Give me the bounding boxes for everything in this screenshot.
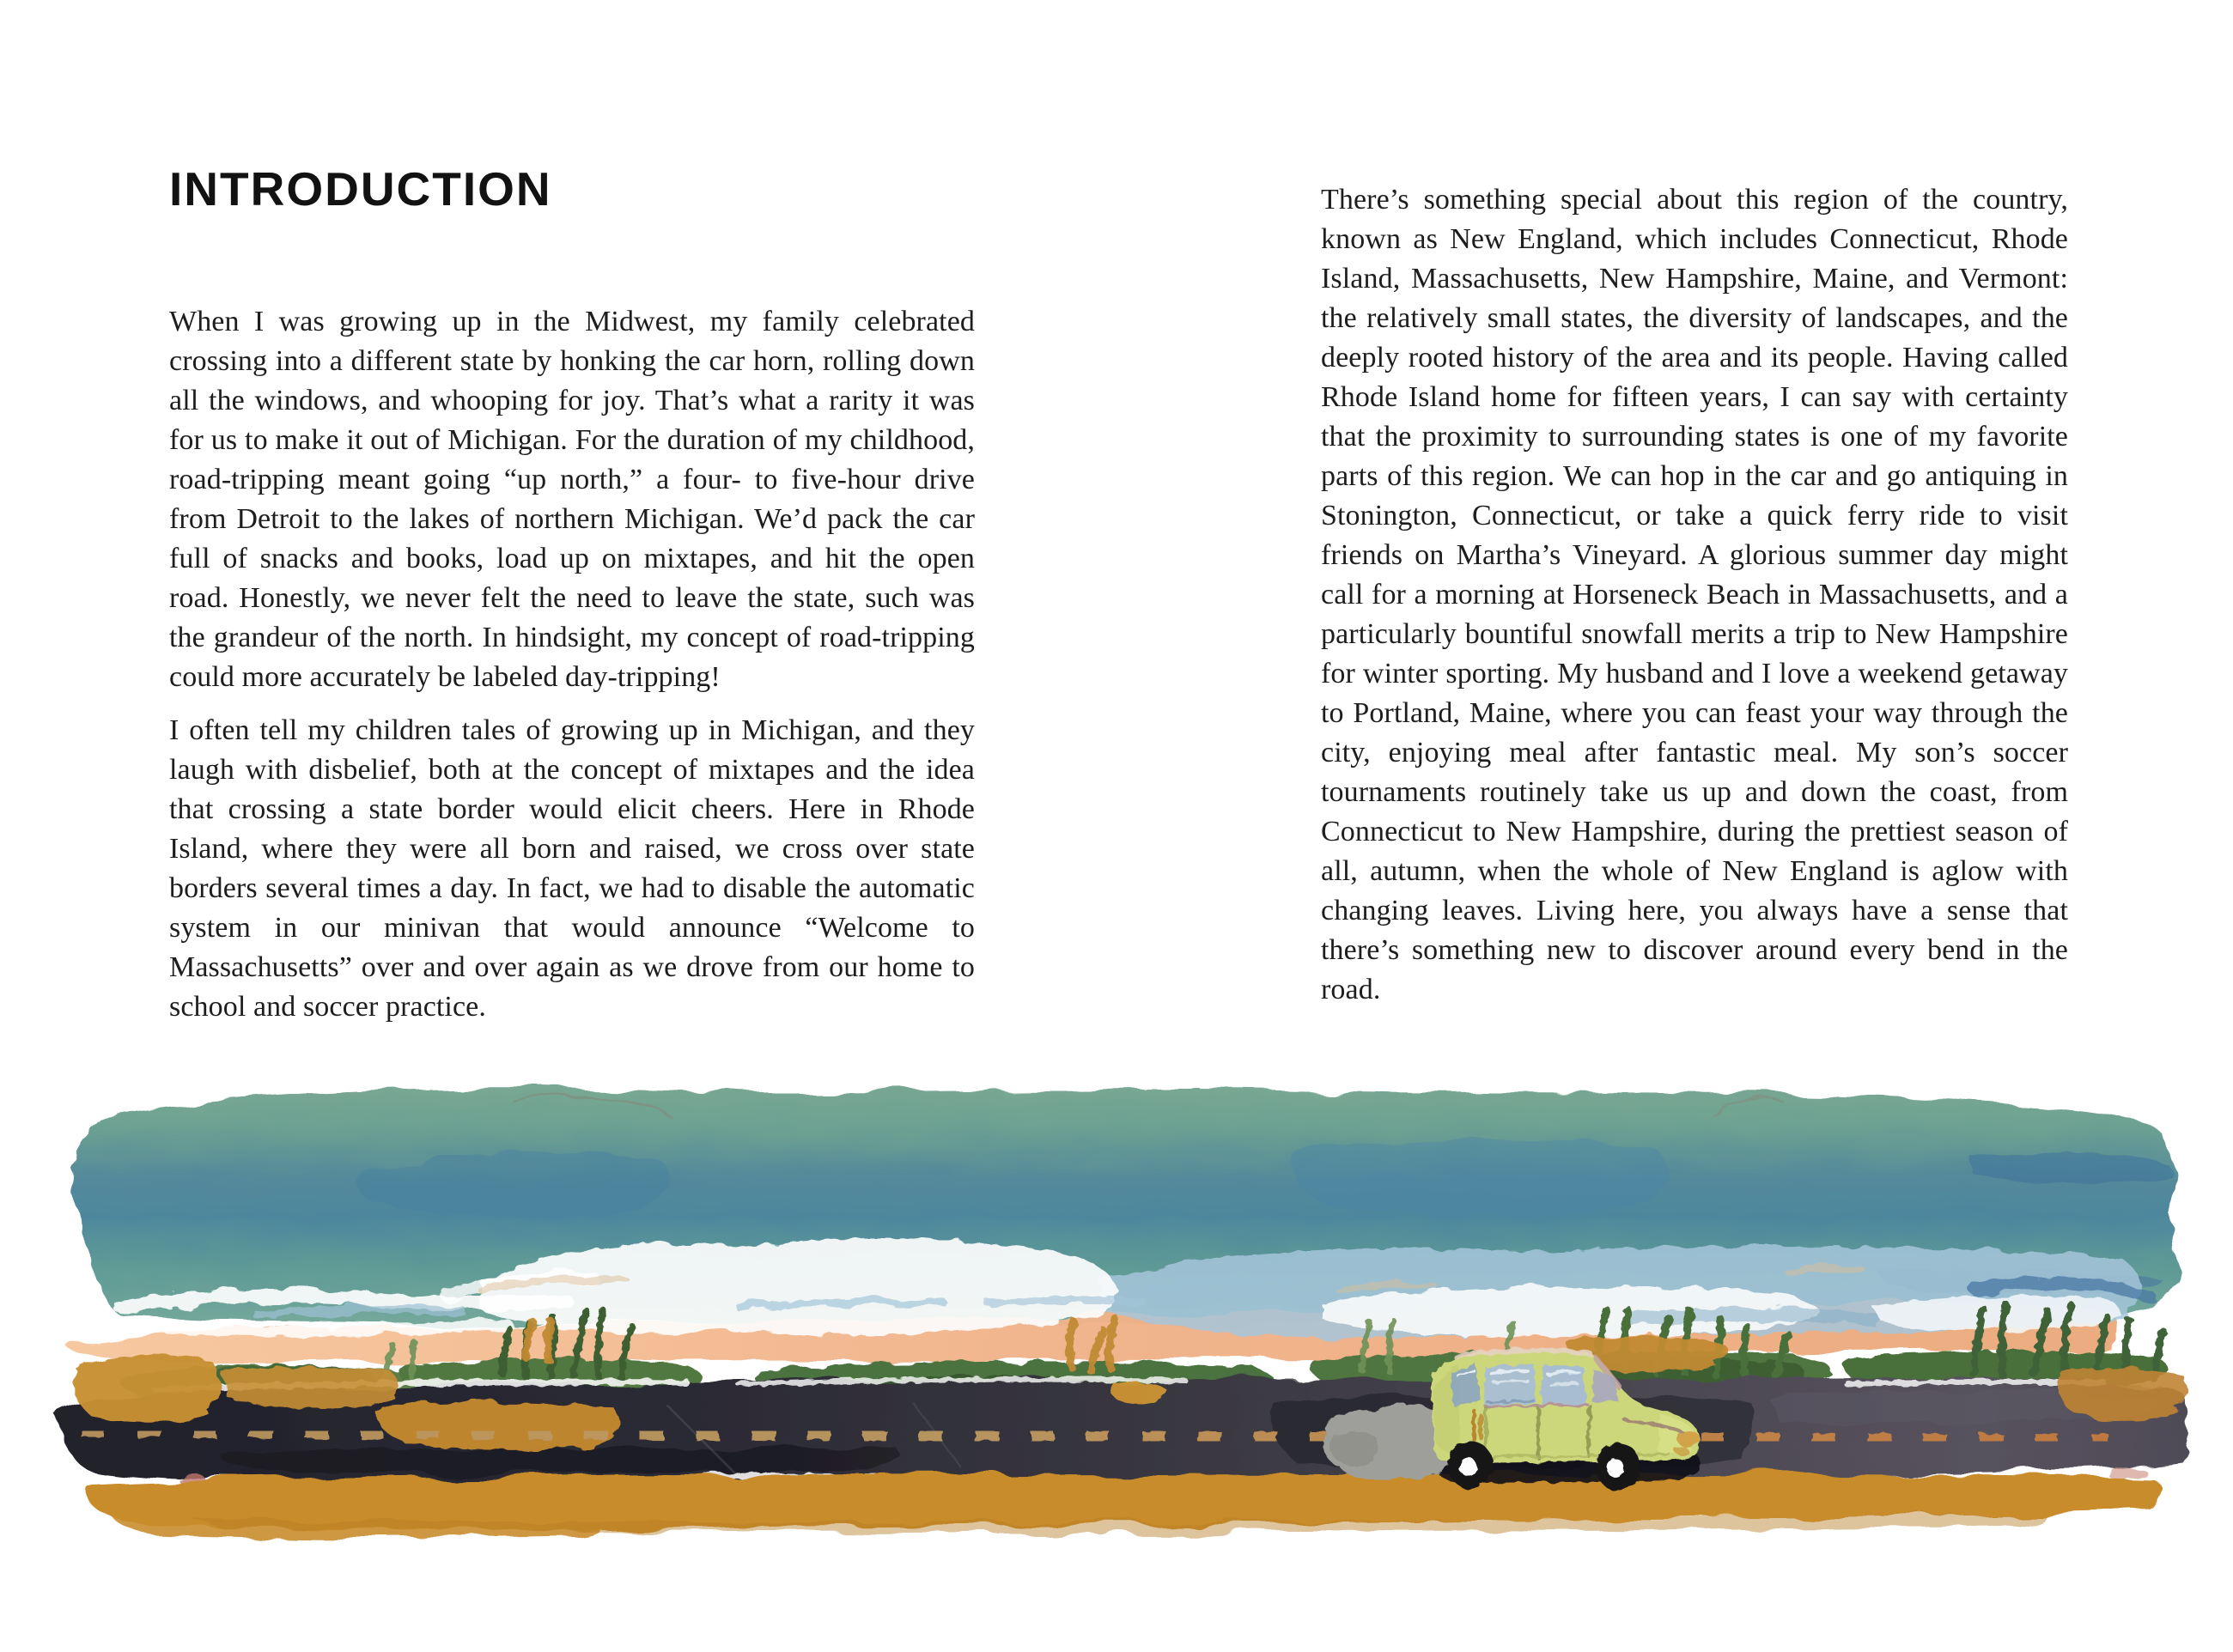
headlight bbox=[1677, 1430, 1700, 1448]
window-bottom-shade bbox=[1486, 1400, 1535, 1402]
mustard-shoulder bbox=[85, 1472, 2163, 1539]
bumper-accent bbox=[1675, 1447, 1688, 1455]
paragraph: When I was growing up in the Midwest, my family celebrated crossing into a different state by honking the car horn, rolling down all the windows, and whooping for joy. That’s what a rarity it was for us to make it out of Michigan. For the duration of my childhood, road-tripping meant going “up north,” a four- to five-hour drive from Detroit to the lakes of northern Michigan. We’d pack the car full of snacks and books, load up on mixtapes, and hit the open road. Honestly, we never felt the need to leave the state, such was the grandeur of the north. In hindsight, my concept of road-tripping could more accurately be labeled day-tripping! bbox=[169, 306, 975, 693]
left-column bbox=[169, 161, 975, 1041]
front-wheel bbox=[1596, 1442, 1640, 1491]
chapter-title: INTRODUCTION bbox=[169, 162, 552, 216]
paragraph: There’s something special about this region of the country, known as New England, which includes Connecticut, Rhode Island, Massachusetts, New Hampshire, Maine, and Vermont: the relatively small states, the diversity of landscapes, and the deeply rooted history of the area and its people. Having called Rhode Island home for fifteen years, I can say with certainty that the proximity to surrounding states is one of my favorite parts of this region. We can hop in the car and go antiquing in Stonington, Connecticut, or take a quick ferry ride to visit friends on Martha’s Vineyard. A glorious summer day might call for a morning at Horseneck Beach in Massachusetts, and a particularly bountiful snowfall merits a trip to New Hampshire for winter sporting. My husband and I love a weekend getaway to Portland, Maine, where you can feast your way through the city, enjoying meal after fantastic meal. My son’s soccer tournaments routinely take us up and down the coast, from Connecticut to New Hampshire, during the prettiest season of all, autumn, when the whole of New England is aglow with changing leaves. Living here, you always have a sense that there’s something new to discover around every bend in the road. bbox=[1321, 184, 2068, 1005]
paragraph: I often tell my children tales of growing up in Michigan, and they laugh with disbelief, both at the concept of mixtapes and the idea that crossing a state border would elicit cheers. Here in Rhode Island, where they were all born and raised, we cross over state borders several times a day. In fact, we had to disable the automatic system in our minivan that would announce “Welcome to Massachusetts” over and over again as we drove from our home to school and soccer practice. bbox=[169, 714, 975, 1023]
rear-wheel bbox=[1448, 1441, 1493, 1489]
window-sill bbox=[1484, 1405, 1589, 1406]
watercolor-roadtrip-illustration bbox=[0, 1065, 2233, 1597]
right-column bbox=[1321, 180, 2068, 1023]
